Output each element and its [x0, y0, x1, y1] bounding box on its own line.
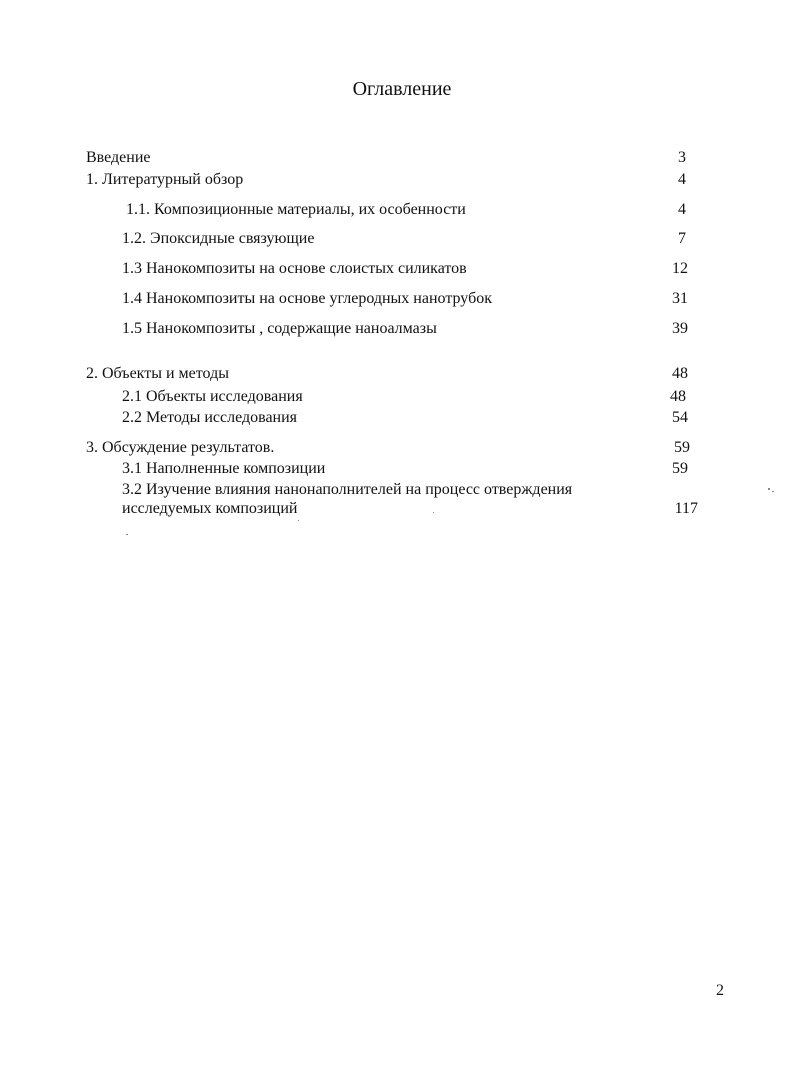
scan-speck — [298, 520, 299, 521]
page-title: Оглавление — [352, 78, 452, 100]
toc-entry-intro: Введение — [86, 149, 151, 166]
toc-entry-chapter-2: 2. Объекты и методы — [86, 365, 229, 382]
toc-page-2-1: 48 — [670, 388, 686, 405]
toc-entry-1-3: 1.3 Нанокомпозиты на основе слоистых силикатов — [122, 260, 467, 277]
toc-page-intro: 3 — [678, 149, 686, 166]
toc-page-1-4: 31 — [672, 290, 688, 307]
toc-page-1-3: 12 — [672, 260, 688, 277]
toc-entry-1-2: 1.2. Эпоксидные связующие — [122, 230, 315, 247]
toc-entry-2-1: 2.1 Объекты исследования — [122, 388, 303, 405]
toc-page-chapter-1: 4 — [678, 171, 686, 188]
scan-speck — [768, 488, 770, 490]
toc-entry-2-2: 2.2 Методы исследования — [122, 409, 298, 426]
toc-entry-3-1: 3.1 Наполненные композиции — [122, 460, 326, 477]
page-number: 2 — [716, 982, 724, 999]
toc-entry-chapter-3: 3. Обсуждение результатов. — [86, 439, 275, 456]
toc-entry-3-2-line2: исследуемых композиций — [122, 500, 298, 517]
toc-page-1-2: 7 — [678, 230, 686, 247]
toc-page-3-1: 59 — [672, 460, 688, 477]
toc-page-2-2: 54 — [672, 409, 688, 426]
toc-page-1-1: 4 — [678, 201, 686, 218]
scan-speck — [772, 491, 774, 492]
toc-page-3-2: 117 — [674, 500, 698, 517]
toc-entry-1-1: 1.1. Композиционные материалы, их особенности — [126, 201, 466, 218]
toc-entry-1-5: 1.5 Нанокомпозиты , содержащие наноалмазы — [122, 320, 437, 337]
scan-speck — [126, 534, 128, 535]
toc-entry-1-4: 1.4 Нанокомпозиты на основе углеродных нанотрубок — [122, 290, 492, 307]
toc-entry-3-2-line1: 3.2 Изучение влияния нанонаполнителей на процесс отверждения — [122, 481, 573, 498]
toc-entry-chapter-1: 1. Литературный обзор — [86, 171, 244, 188]
toc-page-chapter-3: 59 — [674, 439, 690, 456]
toc-page-1-5: 39 — [672, 320, 688, 337]
scan-speck — [433, 512, 434, 513]
toc-page-chapter-2: 48 — [672, 365, 688, 382]
